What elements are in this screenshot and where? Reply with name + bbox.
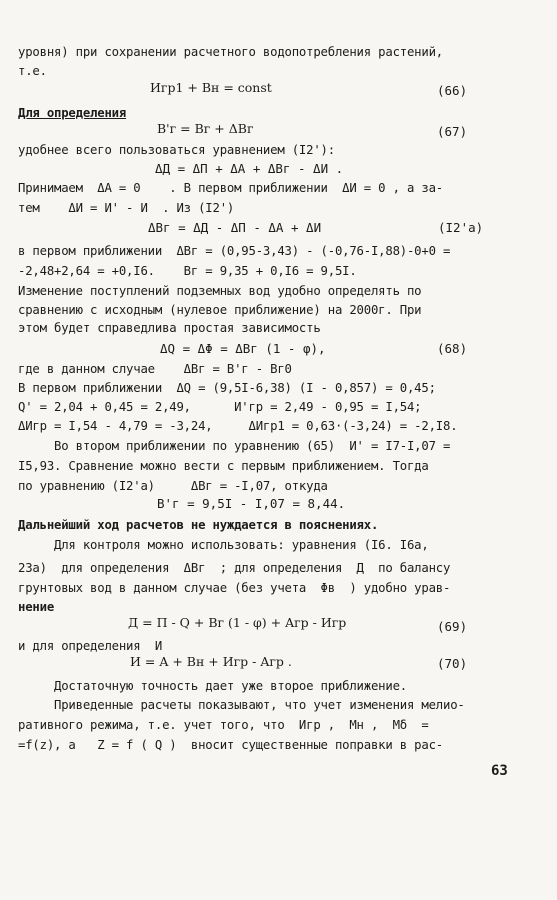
text-line: -2,48+2,64 = +0,I6. Bг = 9,35 + 0,I6 = 9,5I. [18,264,357,278]
equation-66: Игр1 + Вн = const [150,80,272,95]
text-line: т.е. [18,64,47,78]
text-line: Приведенные расчеты показывают, что учет изменения мелио- [18,698,465,712]
equation-12-prime: ΔД = ΔП + ΔA + ΔBг - ΔИ . [155,161,344,176]
equation-number: (69) [437,619,468,634]
equation-number: (67) [437,124,468,139]
text-line: удобнее всего пользоваться уравнением (I2'): [18,143,335,157]
text-line: в первом приближении ΔBг = (0,95-3,43) - (-0,76-I,88)-0+0 = [18,244,451,258]
text-line: =f(z), а Z = f ( Q ) вносит существенные поправки в рас- [18,738,443,752]
equation-67: B'г = Bг + ΔBг [157,121,254,136]
text-line: Изменение поступлений подземных вод удобно определять по [18,284,422,298]
text-line: сравнению с исходным (нулевое приближение) на 2000г. При [18,303,422,317]
equation-70: И = A + Bн + Игр - Aгр . [130,654,292,669]
text-line: ративного режима, т.е. учет того, что Игр , Мн , Мδ = [18,718,429,732]
equation-number: (70) [437,656,468,671]
text-line: нение [18,600,55,614]
text-line: где в данном случае ΔBг = B'г - Bг0 [18,362,292,376]
text-line: по уравнению (I2'a) ΔBг = -I,07, откуда [18,479,328,493]
text-line: Для определения [18,106,127,120]
text-line: уровня) при сохранении расчетного водопотребления растений, [18,45,443,59]
equation-b-second: B'г = 9,5I - I,07 = 8,44. [157,496,346,511]
equation-68: ΔQ = ΔΦ = ΔBг (1 - φ), [160,341,326,356]
text-line: Достаточную точность дает уже второе приближение. [18,679,407,693]
text-line: этом будет справедлива простая зависимость [18,321,321,335]
text-line: Q' = 2,04 + 0,45 = 2,49, И'гр = 2,49 - 0,95 = I,54; [18,400,422,414]
equation-number: (I2'a) [438,220,484,235]
text-line: 23a) для определения ΔBг ; для определения Д по балансу [18,561,451,575]
text-line: Во втором приближении по уравнению (65) И' = I7-I,07 = [18,439,451,453]
text-line: грунтовых вод в данном случае (без учета Φв ) удобно урав- [18,581,451,595]
text-line: ΔИгр = I,54 - 4,79 = -3,24, ΔИгр1 = 0,63·(-3,24) = -2,I8. [18,419,458,433]
equation-number: (66) [437,83,468,98]
text-line: I5,93. Сравнение можно вести с первым приближением. Тогда [18,459,429,473]
text-line: В первом приближении ΔQ = (9,5I-6,38) (I - 0,857) = 0,45; [18,381,436,395]
page-number: 63 [491,763,508,779]
equation-69: Д = П - Q + Bг (1 - φ) + Aгр - Игр [128,615,347,630]
text-line: тем ΔИ = И' - И . Из (I2') [18,201,235,215]
equation-12a: ΔBг = ΔД - ΔП - ΔA + ΔИ [148,220,322,235]
text-line: Дальнейший ход расчетов не нуждается в пояснениях. [18,518,379,532]
text-line: и для определения И [18,639,163,653]
text-line: Для контроля можно использовать: уравнения (I6. I6a, [18,538,429,552]
equation-number: (68) [437,341,468,356]
text-line: Принимаем ΔA = 0 . В первом приближении ΔИ = 0 , а за- [18,181,443,195]
